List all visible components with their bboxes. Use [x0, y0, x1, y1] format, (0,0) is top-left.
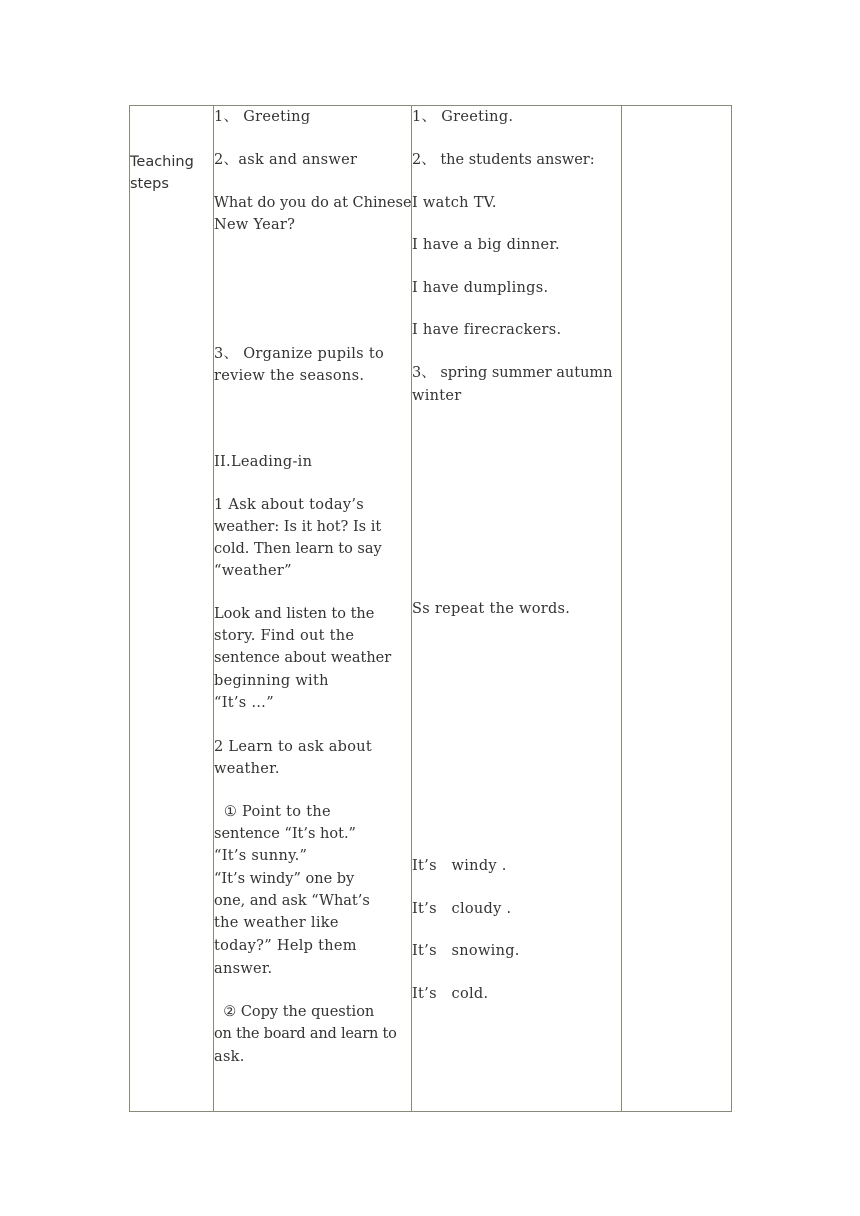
student-line: I have dumplings. [412, 280, 549, 296]
teacher-line: “It’s windy” one by [214, 871, 355, 887]
student-line: 3、 spring summer autumn [412, 365, 613, 381]
teacher-line: answer. [214, 961, 273, 977]
student-line: winter [412, 388, 462, 404]
teacher-line: II.Leading-in [214, 454, 313, 470]
student-line: I have a big dinner. [412, 237, 560, 253]
student-line: It’s cloudy . [412, 901, 512, 917]
student-line: I have firecrackers. [412, 322, 562, 338]
teacher-activities-cell [214, 106, 412, 1112]
teacher-line: “It’s sunny.” [214, 848, 308, 864]
teacher-line: 3、 Organize pupils to [214, 346, 384, 362]
teacher-line: weather. [214, 761, 280, 777]
teacher-line: sentence about weather [214, 650, 392, 666]
teacher-line: 2 Learn to ask about [214, 739, 373, 755]
teacher-line: sentence “It’s hot.” [214, 826, 356, 842]
teacher-line: review the seasons. [214, 368, 365, 384]
teacher-line: beginning with [214, 673, 329, 689]
student-line: Ss repeat the words. [412, 601, 571, 617]
student-line: It’s snowing. [412, 943, 520, 959]
teacher-line: 1 Ask about today’s [214, 497, 364, 513]
steps-heading-cell [130, 106, 214, 1112]
teacher-line: Look and listen to the [214, 606, 375, 622]
teacher-line: “weather” [214, 563, 292, 579]
lesson-plan-table [129, 105, 732, 1112]
teacher-line: 1、 Greeting [214, 109, 311, 125]
teacher-line: “It’s …” [214, 695, 274, 711]
teacher-line: one, and ask “What’s [214, 893, 370, 909]
teacher-line: the weather like [214, 915, 339, 931]
student-line: It’s windy . [412, 858, 507, 874]
steps-heading-line: Teaching [130, 154, 194, 170]
student-line: 2、 the students answer: [412, 152, 595, 168]
teacher-line: What do you do at Chinese [214, 195, 412, 211]
table-row [130, 106, 732, 1112]
student-line: I watch TV. [412, 195, 497, 211]
teacher-line: ① Point to the [214, 804, 331, 820]
teacher-line: weather: Is it hot? Is it [214, 519, 382, 535]
teacher-line: ask. [214, 1049, 245, 1065]
steps-heading-line: steps [130, 176, 169, 192]
student-line: 1、 Greeting. [412, 109, 514, 125]
teacher-line: on the board and learn to [214, 1026, 397, 1042]
teacher-line: New Year? [214, 217, 296, 233]
teacher-line: today?” Help them [214, 938, 357, 954]
notes-cell [622, 106, 732, 1112]
student-activities-cell [412, 106, 622, 1112]
teacher-line: 2、ask and answer [214, 152, 358, 168]
teacher-line: cold. Then learn to say [214, 541, 382, 557]
teacher-line: ② Copy the question [214, 1004, 375, 1020]
teacher-line: story. Find out the [214, 628, 355, 644]
student-line: It’s cold. [412, 986, 489, 1002]
